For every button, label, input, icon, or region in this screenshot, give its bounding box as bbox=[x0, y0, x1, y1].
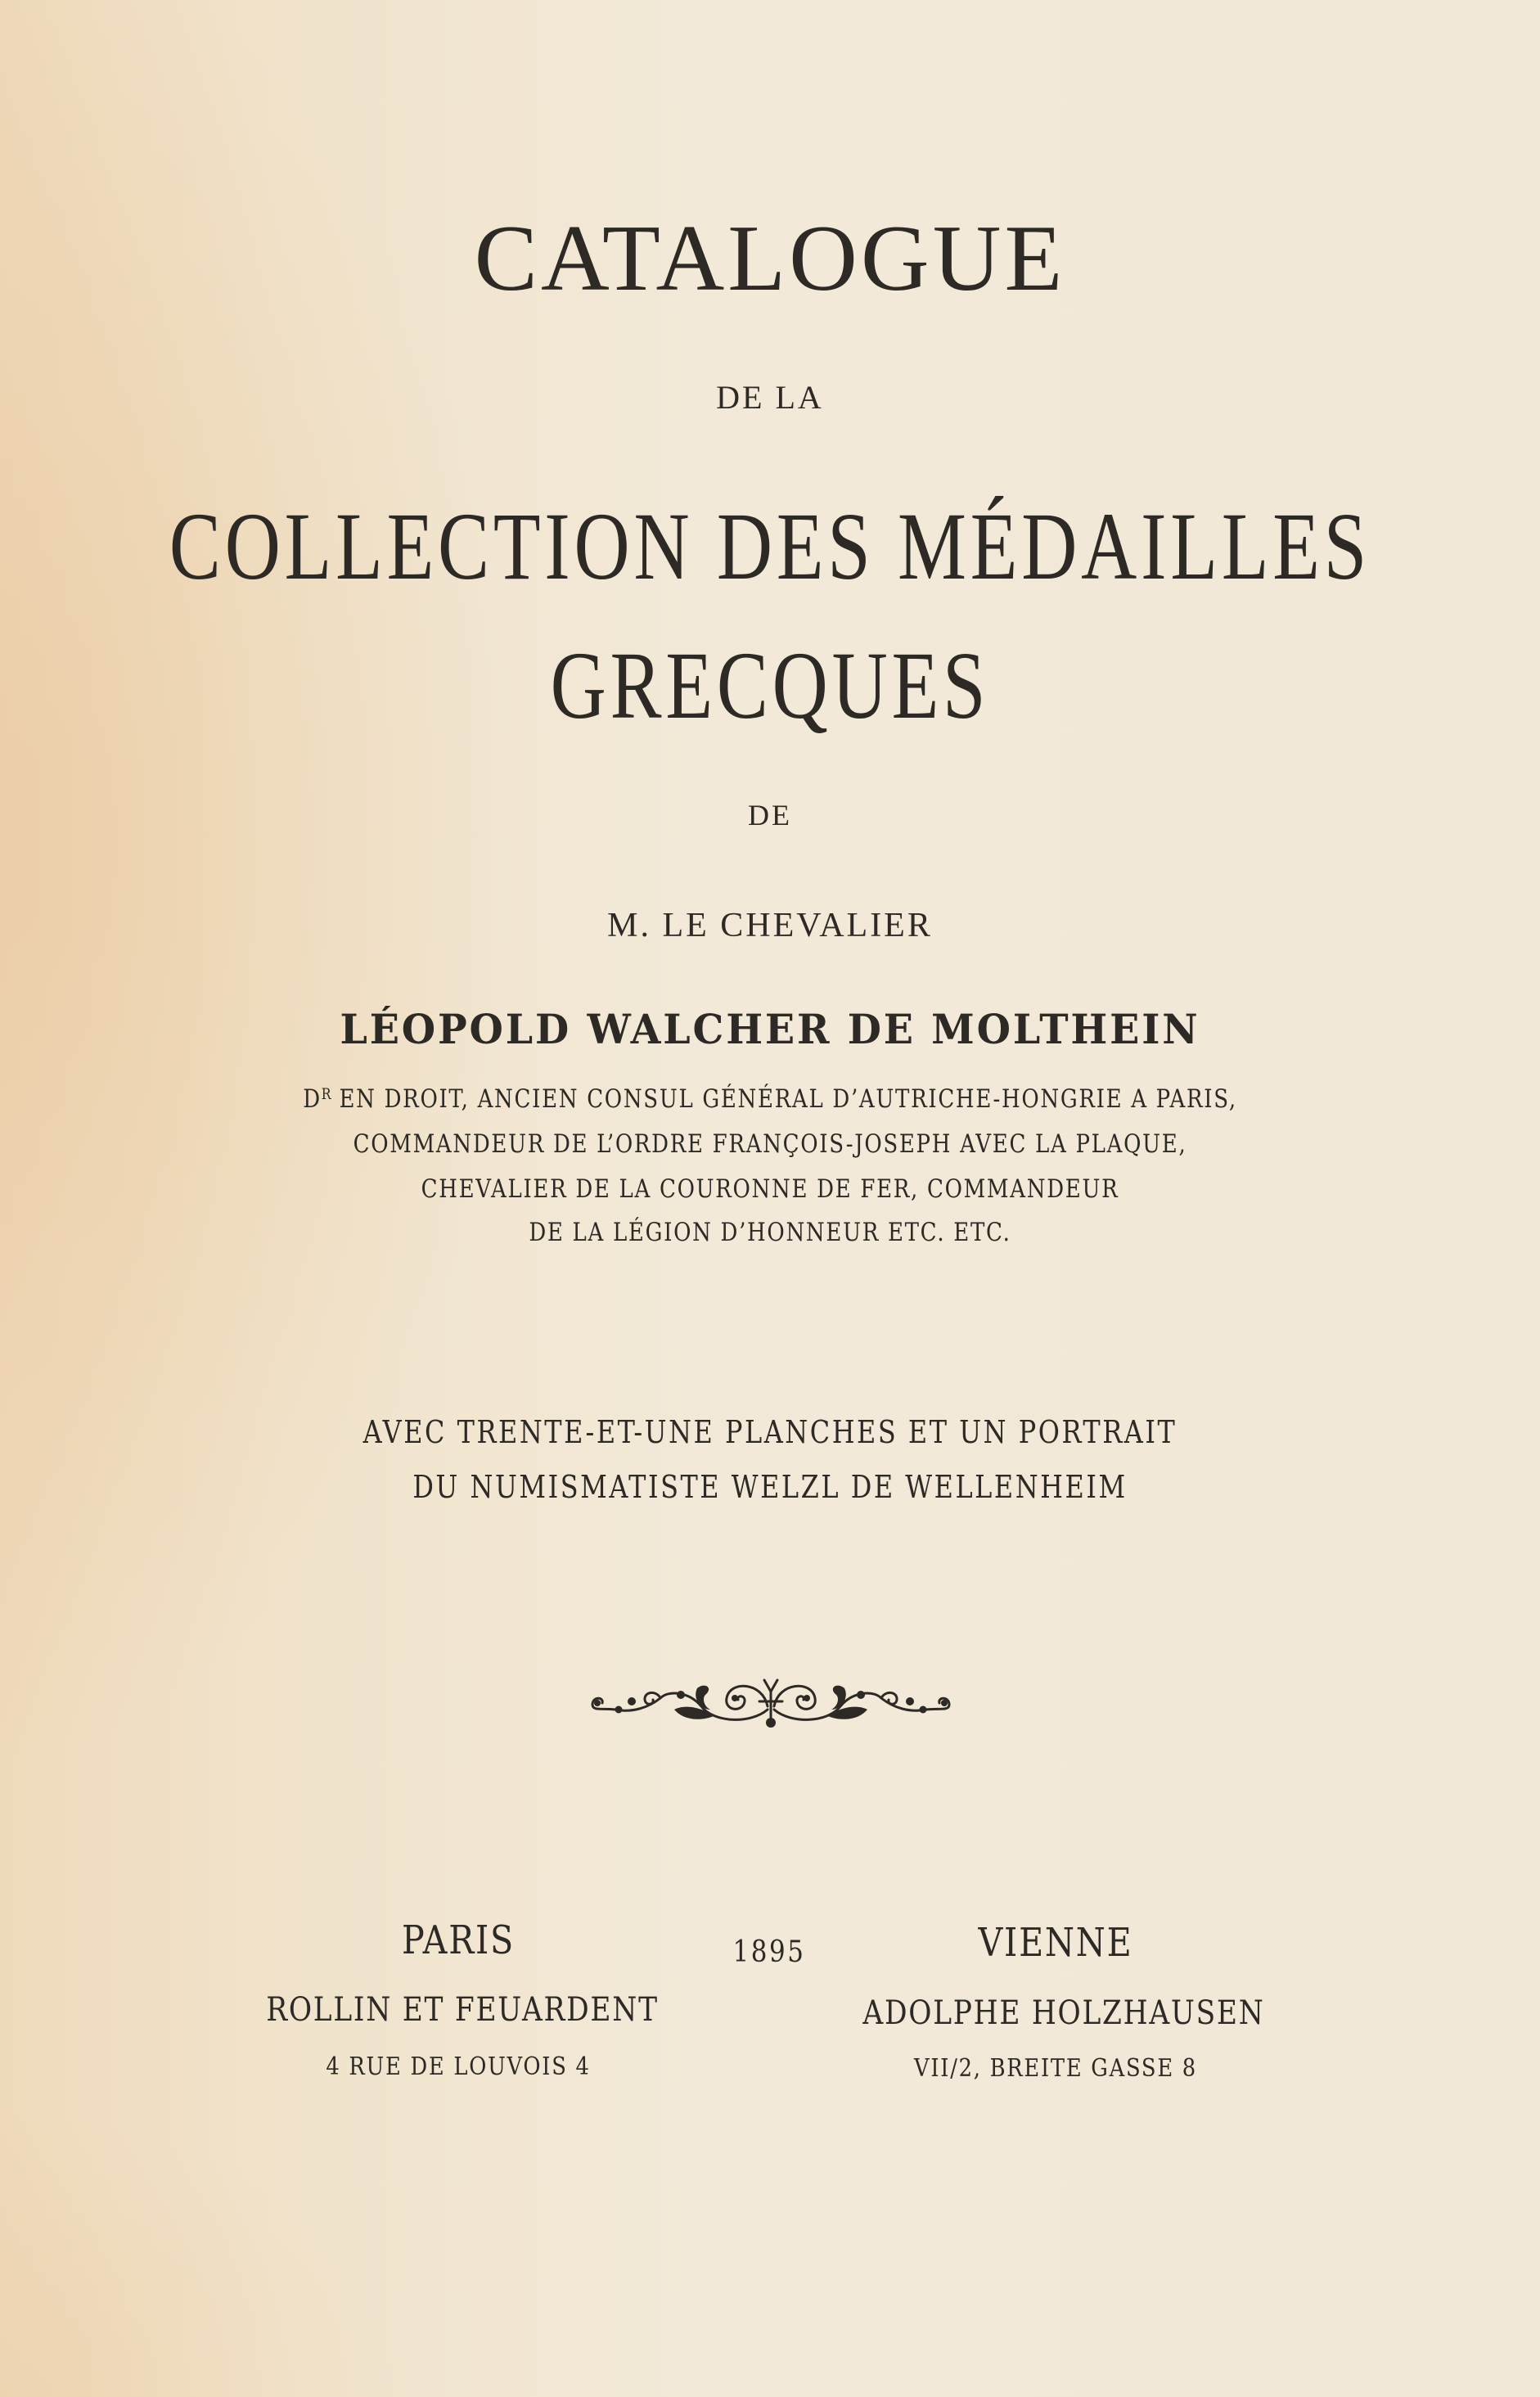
plates-note-line: DU NUMISMATISTE WELZL DE WELLENHEIM bbox=[412, 1469, 1128, 1505]
subtitle-line-grecques: GRECQUES bbox=[550, 632, 990, 739]
imprint-year: 1895 bbox=[732, 1935, 806, 1969]
imprint-vienne-publisher: ADOLPHE HOLZHAUSEN bbox=[862, 1994, 1265, 2032]
imprint-vienne-city: VIENNE bbox=[978, 1920, 1133, 1966]
title-connector-de: DE bbox=[748, 799, 792, 831]
author-titles-line bbox=[124, 1084, 1417, 1114]
imprint-paris-publisher: ROLLIN ET FEUARDENT bbox=[266, 1991, 659, 2029]
plates-note-line: AVEC TRENTE-ET-UNE PLANCHES ET UN PORTRAIT bbox=[362, 1414, 1178, 1450]
author-titles-line: CHEVALIER DE LA COURONNE DE FER, COMMANDEUR bbox=[421, 1174, 1119, 1204]
title-connector-de-la: DE LA bbox=[716, 379, 824, 416]
imprint-paris-city: PARIS bbox=[401, 1917, 516, 1963]
author-titles-text: EN DROIT, ANCIEN CONSUL GÉNÉRAL D’AUTRICHE-HONGRIE A PARIS, bbox=[331, 1084, 1237, 1114]
subtitle-line-collection: COLLECTION DES MÉDAILLES bbox=[169, 493, 1371, 600]
dr-abbreviation: D bbox=[303, 1084, 322, 1114]
author-titles-line: COMMANDEUR DE L’ORDRE FRANÇOIS-JOSEPH AVEC LA PLAQUE, bbox=[353, 1129, 1187, 1159]
book-title: CATALOGUE bbox=[474, 206, 1066, 311]
imprint-vienne-address: VII/2, BREITE GASSE 8 bbox=[914, 2054, 1197, 2083]
author-honorific: M. LE CHEVALIER bbox=[607, 907, 933, 944]
dr-superscript: R bbox=[321, 1085, 331, 1103]
imprint-paris-address: 4 RUE DE LOUVOIS 4 bbox=[326, 2052, 591, 2081]
author-titles-line: DE LA LÉGION D’HONNEUR ETC. ETC. bbox=[529, 1218, 1011, 1247]
fleuron-ornament-icon bbox=[583, 1674, 959, 1739]
author-name: LÉOPOLD WALCHER DE MOLTHEIN bbox=[340, 1005, 1200, 1053]
